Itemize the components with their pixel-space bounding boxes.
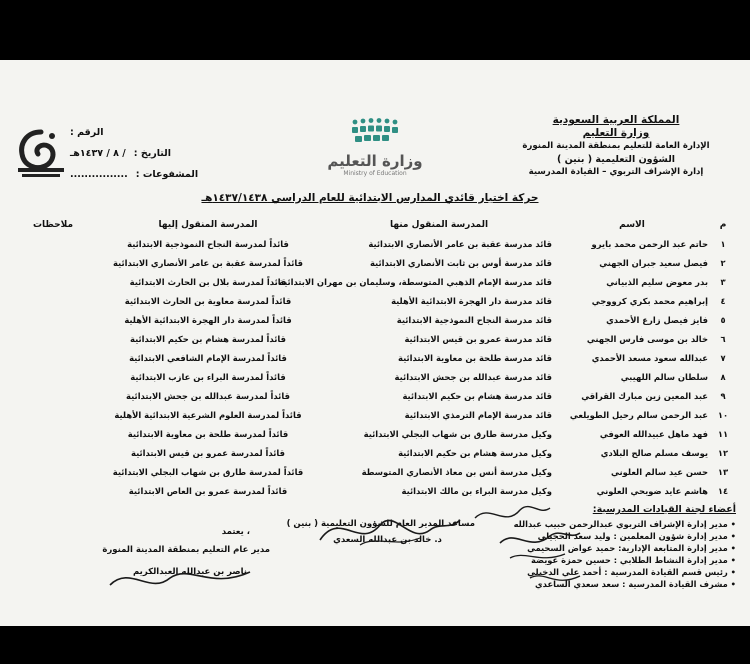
page-title: حركة اختيار قائدي المدارس الابتدائية للعام الدراسي ١٤٣٧/١٤٣٨هـ	[201, 192, 539, 204]
teacher-name: إبراهيم محمد بكري كرووجي	[591, 295, 708, 306]
row-number: ٧	[720, 352, 726, 363]
teacher-name: خالد بن موسى فارس الجهني	[586, 333, 708, 344]
to-school: قائداً لمدرسة دار الهجرة الابتدائية الأهلية	[124, 314, 292, 325]
row-number: ٥	[720, 314, 726, 325]
to-school: قائداً لمدرسة الإمام الشافعي الابتدائية	[129, 352, 287, 363]
col-header-notes: ملاحظات	[32, 220, 74, 230]
col-header-from-school: المدرسة المنقول منها	[389, 220, 489, 230]
ministry-name: وزارة التعليم	[582, 127, 650, 139]
table-row	[14, 386, 736, 405]
committee-member: • مدير إدارة المتابعة الإدارية: حميد عواض السحيمي	[446, 542, 736, 554]
teacher-name: فيصل سعيد جبران الجهني	[599, 257, 708, 268]
table-row	[14, 405, 736, 424]
table-row	[14, 424, 736, 443]
ref-label: الرقم :	[70, 127, 104, 138]
from-school: قائد مدرسة هشام بن حكيم الابتدائية	[402, 390, 552, 401]
notes	[14, 291, 92, 310]
notes	[14, 272, 92, 291]
col-header-name: الاسم	[619, 220, 645, 230]
ministry-logo	[300, 114, 450, 178]
ministry-logo-text: وزارة التعليم	[327, 152, 423, 170]
teacher-name: فايز فيصل زارع الأحمدي	[606, 314, 708, 325]
teacher-name: يوسف مسلم صالح البلادي	[600, 447, 708, 458]
table-row	[14, 234, 736, 253]
to-school: قائداً لمدرسة هشام بن حكيم الابتدائية	[129, 333, 286, 344]
office-name: الشؤون التعليمية ( بنين )	[556, 154, 676, 165]
letterhead-right	[496, 114, 736, 179]
from-school: قائد مدرسة دار الهجرة الابتدائية الأهلية	[391, 295, 552, 306]
row-number: ١	[720, 238, 726, 249]
to-school: قائداً لمدرسة عمرو بن العاص الابتدائية	[128, 485, 288, 496]
col-header-to-school: المدرسة المنقول إليها	[158, 220, 258, 230]
teacher-name: عبد المعين زين مبارك القراقي	[581, 390, 708, 401]
row-number: ٢	[720, 257, 726, 268]
notes	[14, 310, 92, 329]
notes	[14, 481, 92, 500]
attachments-label: المشفوعات :	[135, 169, 199, 180]
to-school: قائداً لمدرسة العلوم الشرعية الابتدائية الأهلية	[114, 409, 302, 420]
country-name: المملكة العربية السعودية	[552, 114, 680, 126]
to-school: قائداً لمدرسة طلحة بن معاوية الابتدائية	[127, 428, 289, 439]
notes	[14, 348, 92, 367]
table-row	[14, 291, 736, 310]
from-school: قائد مدرسة طلحة بن معاوية الابتدائية	[398, 352, 552, 363]
table-row	[14, 310, 736, 329]
from-school: قائد مدرسة النجاح النموذجية الابتدائية	[396, 314, 552, 325]
to-school: قائداً لمدرسة معاوية بن الحارث الابتدائية	[124, 295, 292, 306]
to-school: قائداً لمدرسة النجاح النموذجية الابتدائية	[127, 238, 289, 249]
ministry-logo-text-en: Ministry of Education	[343, 170, 407, 177]
teacher-name: هاشم عايد ضويحي العلوني	[596, 485, 708, 496]
notes	[14, 329, 92, 348]
attachments-value: ................	[70, 169, 128, 180]
teacher-name: سلطان سالم اللهيبي	[620, 371, 708, 382]
from-school: وكيل مدرسة البراء بن مالك الابتدائية	[401, 485, 552, 496]
teacher-name: عبدالله سعود مسعد الأحمدي	[591, 352, 708, 363]
to-school: قائداً لمدرسة البراء بن عازب الابتدائية	[130, 371, 286, 382]
dept-name: إدارة الإشراف التربوي – القيادة المدرسية	[528, 167, 704, 177]
committee-member: • مدير إدارة الإشراف التربوي عبدالرحمن حبيب عبدالله	[446, 518, 736, 530]
notes	[14, 443, 92, 462]
col-header-number: م	[719, 220, 727, 230]
committee-member: • مشرف القيادة المدرسية : سعد سعدي الساعدي	[446, 578, 736, 590]
director-general-title: مدير عام التعليم بمنطقة المدينة المنورة	[102, 545, 270, 555]
director-general-name: ناصر بن عبدالله العبدالكريم	[133, 567, 247, 577]
from-school: قائد مدرسة أوس بن ثابت الأنصاري الابتدائية	[369, 257, 552, 268]
committee-heading: أعضاء لجنة القيادات المدرسية:	[592, 504, 736, 515]
from-school: وكيل مدرسة طارق بن شهاب البجلي الابتدائية	[363, 428, 552, 439]
committee-member: • مدير إدارة النشاط الطلابي : حسين حمزة عويضة	[446, 554, 736, 566]
notes	[14, 367, 92, 386]
from-school: قائد مدرسة الإمام الترمذي الابتدائية	[404, 409, 552, 420]
row-number: ٦	[720, 333, 726, 344]
assistant-director-title: مساعد المدير العام للشؤون التعليمية ( بنين )	[286, 519, 475, 529]
document-page	[0, 60, 750, 626]
row-number: ٨	[720, 371, 726, 382]
row-number: ٩	[720, 390, 726, 401]
transfers-table	[14, 216, 736, 500]
director-general-signature	[100, 560, 260, 600]
table-row	[14, 462, 736, 481]
teacher-name: حاتم عبد الرحمن محمد بايرو	[591, 238, 708, 249]
to-school: قائداً لمدرسة عمرو بن قيس الابتدائية	[131, 447, 285, 458]
from-school: وكيل مدرسة هشام بن حكيم الابتدائية	[398, 447, 552, 458]
approval-label: يعتمد ،	[221, 527, 250, 537]
row-number: ١٣	[717, 466, 729, 477]
notes	[14, 386, 92, 405]
to-school: قائداً لمدرسة طارق بن شهاب البجلي الابتدائية	[112, 466, 304, 477]
assistant-director-name: د. خالد بن عبدالله السعدي	[333, 535, 442, 545]
teacher-name: حسن عيد سالم العلوني	[611, 466, 708, 477]
teacher-name: بدر معوض سليم الذبياني	[606, 276, 708, 287]
from-school: قائد مدرسة عبدالله بن جحش الابتدائية	[394, 371, 552, 382]
date-label: التاريخ :	[133, 148, 171, 159]
from-school: وكيل مدرسة أنس بن معاذ الأنصاري المتوسطة	[361, 466, 552, 477]
admin-name: الإدارة العامة للتعليم بمنطقة المدينة المنورة	[522, 141, 710, 151]
letterhead-left	[70, 122, 240, 185]
notes	[14, 424, 92, 443]
notes	[14, 462, 92, 481]
notes	[14, 405, 92, 424]
row-number: ١٢	[717, 447, 729, 458]
table-row	[14, 272, 736, 291]
table-row	[14, 367, 736, 386]
row-number: ٤	[720, 295, 726, 306]
row-number: ١٤	[717, 485, 729, 496]
table-row	[14, 481, 736, 500]
table-row	[14, 348, 736, 367]
table-header-row	[14, 216, 736, 234]
from-school: قائد مدرسة الإمام الذهبي المتوسطة، وسليمان بن مهران الابتدائية	[278, 276, 552, 287]
committee-signatures	[470, 498, 600, 608]
notes	[14, 253, 92, 272]
table-row	[14, 443, 736, 462]
row-number: ٣	[720, 276, 726, 287]
teacher-name: فهد ماهل عبيدالله العوفي	[599, 428, 708, 439]
table-row	[14, 329, 736, 348]
from-school: قائد مدرسة عقبة بن عامر الأنصاري الابتدائية	[368, 238, 552, 249]
committee-member: • رئيس قسم القيادة المدرسية : أحمد علي الدخيلي	[446, 566, 736, 578]
to-school: قائداً لمدرسة عبدالله بن جحش الابتدائية	[126, 390, 290, 401]
to-school: قائداً لمدرسة بلال بن الحارث الابتدائية	[129, 276, 287, 287]
table-row	[14, 253, 736, 272]
teacher-name: عبد الرحمن سالم رحيل الطويلعي	[569, 409, 708, 420]
seal-logo	[12, 126, 70, 182]
assistant-director-signature	[300, 500, 470, 560]
to-school: قائداً لمدرسة عقبة بن عامر الأنصاري الابتدائية	[112, 257, 304, 268]
from-school: قائد مدرسة عمرو بن قيس الابتدائية	[404, 333, 552, 344]
notes	[14, 234, 92, 253]
row-number: ١٠	[717, 409, 729, 420]
date-value: / ٨ / ١٤٣٧هـ	[70, 148, 126, 159]
row-number: ١١	[717, 428, 729, 439]
committee-member: • مدير إدارة شؤون المعلمين : وليد سعد الحجيلي	[446, 530, 736, 542]
